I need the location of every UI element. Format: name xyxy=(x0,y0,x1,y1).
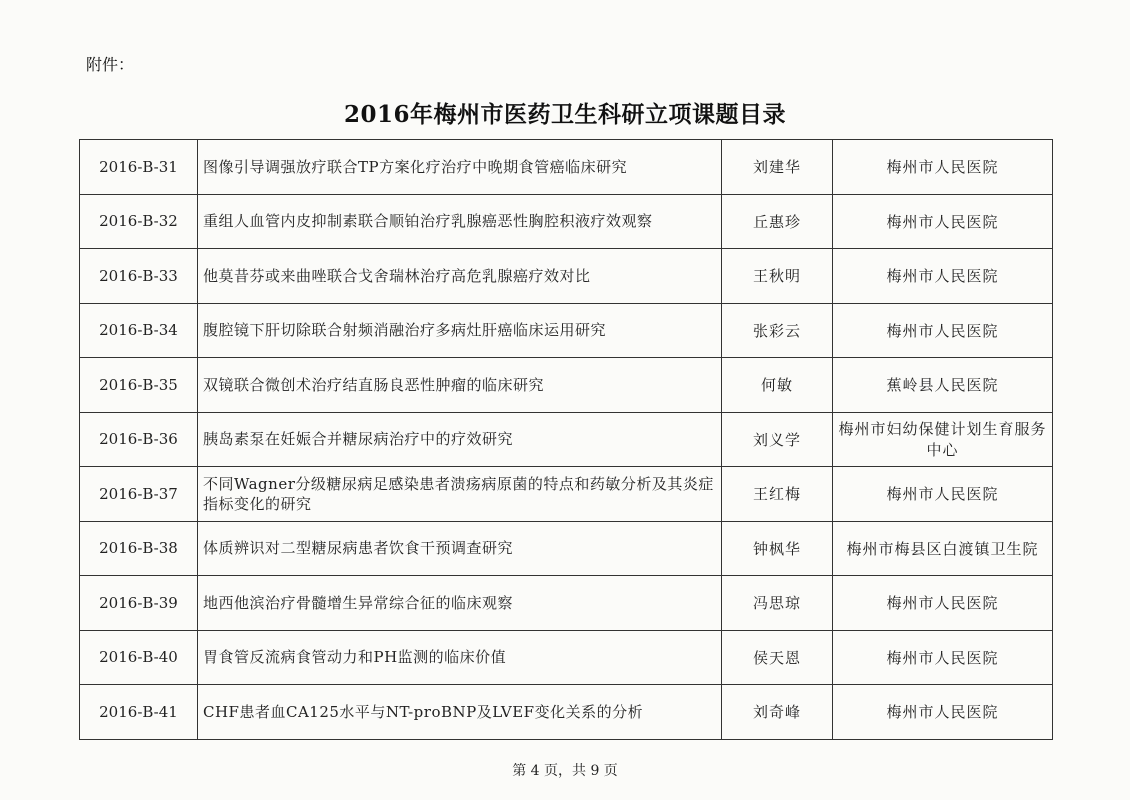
project-topic-cell: 胰岛素泵在妊娠合并糖尿病治疗中的疗效研究 xyxy=(198,412,722,467)
project-topic-cell: 腹腔镜下肝切除联合射频消融治疗多病灶肝癌临床运用研究 xyxy=(198,303,722,358)
project-leader-cell: 丘惠珍 xyxy=(722,194,833,249)
project-topic-cell: 体质辨识对二型糖尿病患者饮食干预调查研究 xyxy=(198,521,722,576)
project-unit-cell: 梅州市梅县区白渡镇卫生院 xyxy=(833,521,1053,576)
project-code-cell: 2016-B-33 xyxy=(80,249,198,304)
project-leader-cell: 何敏 xyxy=(722,358,833,413)
project-topic-cell: 双镜联合微创术治疗结直肠良恶性肿瘤的临床研究 xyxy=(198,358,722,413)
table-row xyxy=(80,303,1053,358)
project-leader-cell: 冯思琼 xyxy=(722,576,833,631)
table-row xyxy=(80,194,1053,249)
project-unit-cell: 梅州市人民医院 xyxy=(833,685,1053,740)
project-code-cell: 2016-B-37 xyxy=(80,467,198,522)
project-code-cell: 2016-B-41 xyxy=(80,685,198,740)
project-topic-cell: 图像引导调强放疗联合TP方案化疗治疗中晚期食管癌临床研究 xyxy=(198,140,722,195)
project-table xyxy=(79,139,1053,740)
project-code-cell: 2016-B-40 xyxy=(80,630,198,685)
project-topic-cell: 胃食管反流病食管动力和PH监测的临床价值 xyxy=(198,630,722,685)
project-unit-cell: 梅州市人民医院 xyxy=(833,194,1053,249)
table-row xyxy=(80,412,1053,467)
project-code-cell: 2016-B-35 xyxy=(80,358,198,413)
project-unit-cell: 梅州市人民医院 xyxy=(833,303,1053,358)
project-unit-cell: 梅州市人民医院 xyxy=(833,576,1053,631)
project-code-cell: 2016-B-36 xyxy=(80,412,198,467)
project-unit-cell: 梅州市人民医院 xyxy=(833,140,1053,195)
table-row xyxy=(80,249,1053,304)
table-row xyxy=(80,467,1053,522)
project-leader-cell: 张彩云 xyxy=(722,303,833,358)
project-topic-cell: 重组人血管内皮抑制素联合顺铂治疗乳腺癌恶性胸腔积液疗效观察 xyxy=(198,194,722,249)
project-leader-cell: 钟枫华 xyxy=(722,521,833,576)
project-code-cell: 2016-B-32 xyxy=(80,194,198,249)
project-topic-cell: 不同Wagner分级糖尿病足感染患者溃疡病原菌的特点和药敏分析及其炎症指标变化的研究 xyxy=(198,467,722,522)
project-leader-cell: 王秋明 xyxy=(722,249,833,304)
project-leader-cell: 王红梅 xyxy=(722,467,833,522)
table-row xyxy=(80,521,1053,576)
project-leader-cell: 刘奇峰 xyxy=(722,685,833,740)
table-row xyxy=(80,576,1053,631)
project-code-cell: 2016-B-31 xyxy=(80,140,198,195)
project-unit-cell: 梅州市人民医院 xyxy=(833,630,1053,685)
page-number: 第 4 页，共 9 页 xyxy=(512,763,618,779)
attachment-label: 附件： xyxy=(86,55,135,74)
project-unit-cell: 梅州市人民医院 xyxy=(833,249,1053,304)
project-leader-cell: 刘建华 xyxy=(722,140,833,195)
project-topic-cell: CHF患者血CA125水平与NT-proBNP及LVEF变化关系的分析 xyxy=(198,685,722,740)
project-leader-cell: 侯天恩 xyxy=(722,630,833,685)
project-leader-cell: 刘义学 xyxy=(722,412,833,467)
project-code-cell: 2016-B-38 xyxy=(80,521,198,576)
project-unit-cell: 梅州市妇幼保健计划生育服务中心 xyxy=(833,412,1053,467)
project-topic-cell: 他莫昔芬或来曲唑联合戈舍瑞林治疗高危乳腺癌疗效对比 xyxy=(198,249,722,304)
project-code-cell: 2016-B-34 xyxy=(80,303,198,358)
project-unit-cell: 蕉岭县人民医院 xyxy=(833,358,1053,413)
document-title: 2016年梅州市医药卫生科研立项课题目录 xyxy=(343,101,786,128)
table-row xyxy=(80,358,1053,413)
table-row xyxy=(80,630,1053,685)
table-row xyxy=(80,685,1053,740)
project-code-cell: 2016-B-39 xyxy=(80,576,198,631)
table-row xyxy=(80,140,1053,195)
project-topic-cell: 地西他滨治疗骨髓增生异常综合征的临床观察 xyxy=(198,576,722,631)
project-unit-cell: 梅州市人民医院 xyxy=(833,467,1053,522)
